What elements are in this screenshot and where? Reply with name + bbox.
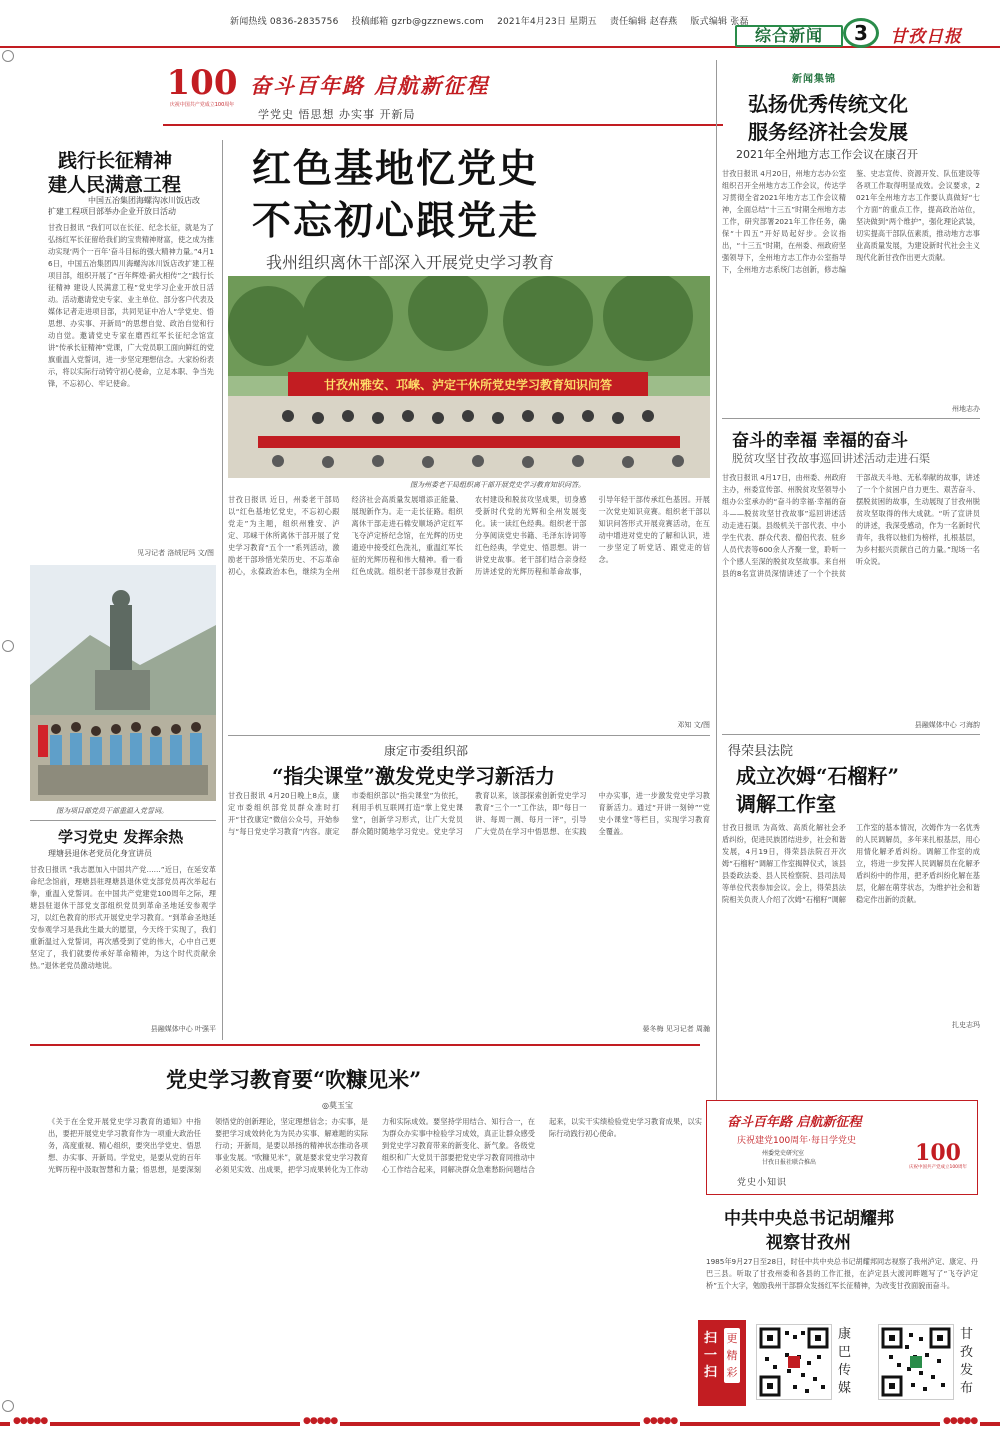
commentary-rule bbox=[30, 1044, 700, 1046]
left-story2-byline: 县融媒体中心 叶强平 bbox=[150, 1025, 216, 1033]
issue-date: 2021年4月23日 星期五 bbox=[497, 17, 597, 27]
party-box-emblem bbox=[907, 1141, 969, 1181]
header-meta bbox=[230, 14, 759, 27]
kangding-kicker: 康定市委组织部 bbox=[384, 744, 469, 758]
lead-byline: 邓知 文/图 bbox=[677, 721, 710, 729]
qr-icon bbox=[757, 1325, 831, 1399]
right-top-title-1: 弘扬优秀传统文化 bbox=[748, 92, 908, 116]
lead-photo-caption: 图为州委老干局组织离干部开展党史学习教育知识问答。 bbox=[410, 481, 585, 489]
left-story2-subtitle: 理塘县退休老党员化身宣讲员 bbox=[48, 849, 152, 858]
right-mid-subtitle: 脱贫攻坚甘孜故事巡回讲述活动走进石渠 bbox=[732, 452, 930, 465]
left-story-subtitle-2: 扩建工程项目部举办企业开放日活动 bbox=[48, 207, 176, 216]
kangding-byline: 晏冬梅 见习记者 周瀚 bbox=[642, 1025, 710, 1033]
page-footer bbox=[0, 1414, 1000, 1436]
commentary-author: ◎莫玉宝 bbox=[322, 1101, 353, 1110]
left-story-title-2: 建人民满意工程 bbox=[48, 174, 182, 196]
derong-byline: 扎史志玛 bbox=[952, 1021, 980, 1029]
hotline: 新闻热线 0836-2835756 bbox=[230, 17, 339, 27]
party-box-sub2: 州委党史研究室 bbox=[762, 1150, 805, 1157]
footer-ornament: ●●●●● bbox=[940, 1416, 980, 1426]
qr-icon bbox=[879, 1325, 953, 1399]
right-mid-body: 甘孜日报讯 4月17日，由州委、州政府主办，州委宣传部、州脱贫攻坚领导小组办公室承办的“奋斗的幸福·幸福的奋斗——脱贫攻坚甘孜故事”巡回讲述活动走进石渠。县级机关干部代表、中小学生代表、群众代表、僧侣代表、驻乡人员代表等600余人齐聚一堂，聆听一个个感人至深的脱贫攻坚故事。来自州县的8名宣讲员深情讲述了一个个扶贫干部战天斗地、无私奉献的故事，讲述了一个个贫困户自力更生、艰苦奋斗、摆脱贫困的故事，生动展现了甘孜州脱贫攻坚取得的伟大成就。“听了宣讲员的讲述，我深受感动，作为一名新时代青年，我将以他们为榜样，扎根基层，为乡村振兴贡献自己的力量。”现场一名听众说。 bbox=[722, 473, 980, 578]
footer-ornament: ●●●●● bbox=[300, 1416, 340, 1426]
left-story-subtitle-1: 中国五冶集团海螺沟冰川饭店改 bbox=[88, 196, 200, 205]
qr-label-scan: 扫一扫 bbox=[704, 1331, 718, 1380]
party-box-sub1: 庆祝建党100周年·每日学党史 bbox=[737, 1136, 857, 1146]
qr-label bbox=[698, 1320, 746, 1406]
banner-rule bbox=[163, 124, 723, 126]
right-top-title-2: 服务经济社会发展 bbox=[748, 120, 908, 144]
qr-code-ganzi[interactable] bbox=[878, 1324, 954, 1400]
divider bbox=[228, 735, 710, 736]
emblem-caption: 庆祝中国共产党成立100周年 bbox=[169, 102, 235, 108]
email: 投稿邮箱 gzrb@gzznews.com bbox=[351, 17, 485, 27]
statue-illustration bbox=[30, 565, 216, 801]
right-top-byline: 州地志办 bbox=[952, 405, 980, 413]
left-story-body: 甘孜日报讯 “我们可以在长征、纪念长征，就是为了弘扬红军长征留给我们的宝贵精神财富，使之成为推动实现‘两个一百年’奋斗目标的强大精神力量。”4月16日，中国五冶集团四川海螺沟冰川饭店改扩建工程项目部，组织开展了“百年辉煌·薪火相传”之“践行长征精神 建设人民满意工程”党史学习企业开放日活动。活动邀请党史专家、业主单位、部分客户代表及媒体记者走进项目部，共同见证中冶人“学党史、悟思想、办实事、开新局”的思想自觉、政治自觉和行动自觉。邀请党史专家在磨西红军长征纪念馆宣讲“传承长征精神”党课，广大党员职工面向鲜红的党旗重温入党誓词，进一步坚定理想信念。大家纷纷表示，将以实际行动铸守初心使命，立足本职、争当先锋，不忘初心、牢记使命。 bbox=[48, 223, 214, 388]
commentary-title: 党史学习教育要“吹糠见米” bbox=[166, 1067, 422, 1092]
party-box-body: 1985年9月27日至28日，时任中共中央总书记胡耀邦同志视察了我州泸定、康定、丹巴三县。听取了甘孜州委和各县的工作汇报，在泸定县大渡河畔题写了“飞夺泸定桥”五个大字，勉励我州干部群众发扬红军长征精神，为改变甘孜面貌而奋斗。 bbox=[706, 1257, 978, 1290]
editor: 责任编辑 赵春燕 bbox=[609, 17, 678, 27]
left-story-photo-caption: 图为项目部党员干部重温入党誓词。 bbox=[56, 807, 168, 815]
divider bbox=[30, 820, 216, 821]
divider bbox=[722, 734, 980, 735]
left-story-byline: 见习记者 洛绒尼玛 文/图 bbox=[137, 549, 214, 557]
left-story-title-1: 践行长征精神 bbox=[58, 150, 173, 172]
lead-subtitle: 我州组织离休干部深入开展党史学习教育 bbox=[266, 253, 555, 272]
page-header bbox=[0, 0, 1000, 48]
footer-ornament: ●●●●● bbox=[640, 1416, 680, 1426]
emblem-number: 100 bbox=[166, 63, 238, 103]
qr-name-kangba: 康巴传媒 bbox=[838, 1327, 852, 1396]
page-number: 3 bbox=[843, 18, 879, 48]
registration-mark bbox=[2, 50, 14, 62]
party-box-title-2: 视察甘孜州 bbox=[766, 1233, 851, 1253]
lead-body: 甘孜日报讯 近日，州委老干部局以“红色基地忆党史，不忘初心跟党走”为主题，组织州雅安、泸定、邛崃干休所离休干部开展了党史学习教育“五个一”系列活动，激励老干部珍惜光荣历史、不忘革命初心，永葆政治本色，继续为全州经济社会高质量发展增添正能量、展现新作为。走一走长征路。组织离休干部走进石棉安顺场泸定红军飞夺泸定桥纪念馆，在光辉的历史遗迹中接受红色洗礼，重温红军长征的光辉历程和伟大精神。看一看红色成就。组织老干部参观甘孜新农村建设和脱贫攻坚成果，切身感受新时代党的光辉和全州发展变化。读一读红色经典。组织老干部分享阅读党史书籍、毛泽东诗词等红色经典，学党史、悟思想。讲一讲党史故事。老干部们结合亲身经历讲述党的光辉历程和革命故事，引导年轻干部传承红色基因。开展一次党史知识竞赛。组织老干部以知识问答形式开展竞赛活动，在互动中增进对党史的了解和认识，进一步坚定了听党话、跟党走的信念。 bbox=[228, 495, 710, 576]
lead-photo bbox=[228, 276, 710, 478]
banner-slogan: 奋斗百年路 启航新征程 bbox=[250, 73, 490, 98]
lead-photo-banner: 甘孜州雅安、邛崃、泸定干休所党史学习教育知识问答 bbox=[323, 378, 613, 392]
party-box-column: 党史小知识 bbox=[737, 1178, 788, 1188]
qr-name-ganzi: 甘孜发布 bbox=[960, 1327, 974, 1396]
lead-title-2: 不忘初心跟党走 bbox=[252, 198, 540, 244]
designer: 版式编辑 张磊 bbox=[690, 17, 749, 27]
qr-label-more: 更精彩 bbox=[724, 1328, 740, 1383]
registration-mark bbox=[2, 640, 14, 652]
derong-title-2: 调解工作室 bbox=[736, 792, 836, 816]
derong-title-1: 成立次姆“石榴籽” bbox=[736, 764, 900, 788]
left-story2-title: 学习党史 发挥余热 bbox=[58, 828, 184, 846]
registration-marks bbox=[2, 40, 16, 1410]
party-box-sub3: 甘孜日报社联合推出 bbox=[762, 1159, 817, 1166]
commentary-body: 《关于在全党开展党史学习教育的通知》中指出，要把开展党史学习教育作为一项重大政治任务，高度重视、精心组织，要突出学党史、悟思想、办实事、开新局。学党史，是要从党的百年光辉历程中汲取智慧和力量；悟思想，是要深刻领悟党的创新理论，坚定理想信念；办实事，是要把学习成效转化为为民办实事、解难题的实际行动；开新局，是要以昂扬的精神状态推动各项事业发展。“吹糠见米”，就是要求党史学习教育必须见实效、出成果，把学习成果转化为工作动力和实际成效。要坚持学用结合、知行合一，在为群众办实事中检验学习成效，真正让群众感受到党史学习教育带来的新变化、新气象。各级党组织和广大党员干部要把党史学习教育同推动中心工作结合起来，同解决群众急难愁盼问题结合起来，以实干实绩检验党史学习教育成果，以实际行动践行初心使命。 bbox=[48, 1117, 702, 1174]
left-story2-body: 甘孜日报讯 “我志愿加入中国共产党……”近日，在延安革命纪念馆前，理塘县驻理塘县退休党支部党员再次举起右拳，重温入党誓词。在中国共产党建党100周年之际，理塘县驻退休干部党支部组织党员到革命圣地延安参观学习，以红色教育的形式开展党史学习教育。“到革命圣地延安参观学习是我此生最大的愿望，今天终于实现了，我们重新温过入党誓词，再次感受到了党的伟大，心中自己更坚定了，我们就要传承好革命精神，为这个时代贡献余热。”退休老党员激动地说。 bbox=[30, 865, 216, 970]
section-name: 综合新闻 bbox=[735, 25, 843, 47]
party-box-title-1: 中共中央总书记胡耀邦 bbox=[724, 1209, 894, 1229]
derong-body: 甘孜日报讯 为高效、高质化解社会矛盾纠纷，促进民族团结进步，社会和谐发展，4月19日，得荣县法院召开次姆“石榴籽”调解工作室揭牌仪式，该县县委政法委、县人民检察院、县司法局等单位代表参加会议。会上，得荣县法院相关负责人介绍了次姆“石榴籽”调解工作室的基本情况，次姆作为一名优秀的人民调解员，多年来扎根基层，用心用情化解矛盾纠纷。调解工作室的成立，将进一步发挥人民调解员在化解矛盾纠纷中的作用，把矛盾纠纷化解在基层，化解在萌芽状态，为维护社会和谐稳定作出新的贡献。 bbox=[722, 823, 980, 904]
registration-mark bbox=[2, 1400, 14, 1412]
meeting-illustration bbox=[228, 276, 710, 478]
kangding-body: 甘孜日报讯 4月20日晚上8点，康定市委组织部党员群众准时打开“甘孜康定”微信公众号，开始参与“每日党史学习教育”内容。康定市委组织部以“指尖课堂”为依托，利用手机互联网打造“掌上党史课堂”，创新学习形式，让广大党员群众随时随地学习党史。党史学习教育以来，该部探索创新党史学习教育“三个一”工作法，即“每日一讲、每周一测、每月一评”，引导广大党员在学习中悟思想、在实践中办实事，进一步激发党史学习教育新活力。通过“开讲一刻钟”“党史小课堂”等栏目，实现学习教育全覆盖。 bbox=[228, 791, 710, 836]
column-rule bbox=[716, 60, 717, 1100]
party-box-slogan: 奋斗百年路 启航新征程 bbox=[727, 1115, 862, 1130]
centenary-emblem bbox=[163, 64, 241, 126]
right-top-body: 甘孜日报讯 4月20日，州地方志办公室组织召开全州地方志工作会议，传达学习贯彻全省2021年地方志工作会议精神，全面总结“十三五”时期全州地方志工作，研究部署2021年工作任务，确保“十四五”开好局起好步。会议指出，“十三五”时期，在州委、州政府坚强领导下，全州地方志工作办公室指导下，全州地方志系统门志创新，修志编鉴、史志宣传、资源开发、队伍建设等各项工作取得明显成效。会议要求，2021年全州地方志工作要认真做好“七个方面”的重点工作，提高政治站位，坚决做到“两个维护”，强化理论武装，切实提高干部队伍素质，推动地方志事业高质量发展，为建设新时代社会主义现代化新甘孜作出更大贡献。 bbox=[722, 169, 980, 274]
right-top-subtitle: 2021年全州地方志工作会议在康召开 bbox=[736, 148, 918, 161]
party-box-emblem-number: 100 bbox=[915, 1140, 961, 1166]
footer-ornament: ●●●●● bbox=[10, 1416, 50, 1426]
divider bbox=[722, 418, 980, 419]
qr-code-kangba[interactable] bbox=[756, 1324, 832, 1400]
footer-bar bbox=[0, 1422, 1000, 1426]
lead-title-1: 红色基地忆党史 bbox=[252, 146, 540, 192]
derong-kicker: 得荣县法院 bbox=[728, 744, 794, 759]
banner-subslogan: 学党史 悟思想 办实事 开新局 bbox=[258, 108, 416, 121]
left-story-photo bbox=[30, 565, 216, 801]
column-rule bbox=[222, 140, 223, 1040]
party-box-emblem-caption: 庆祝中国共产党成立100周年 bbox=[908, 1165, 968, 1170]
kangding-title: “指尖课堂”激发党史学习新活力 bbox=[272, 764, 556, 788]
qr-strip bbox=[698, 1320, 988, 1406]
paper-logo: 甘孜日报 bbox=[890, 27, 962, 47]
right-mid-title: 奋斗的幸福 幸福的奋斗 bbox=[732, 431, 908, 451]
right-mid-byline: 县融媒体中心 刁海韵 bbox=[914, 721, 980, 729]
party-history-box bbox=[706, 1100, 978, 1195]
news-tag: 新闻集锦 bbox=[792, 74, 836, 85]
